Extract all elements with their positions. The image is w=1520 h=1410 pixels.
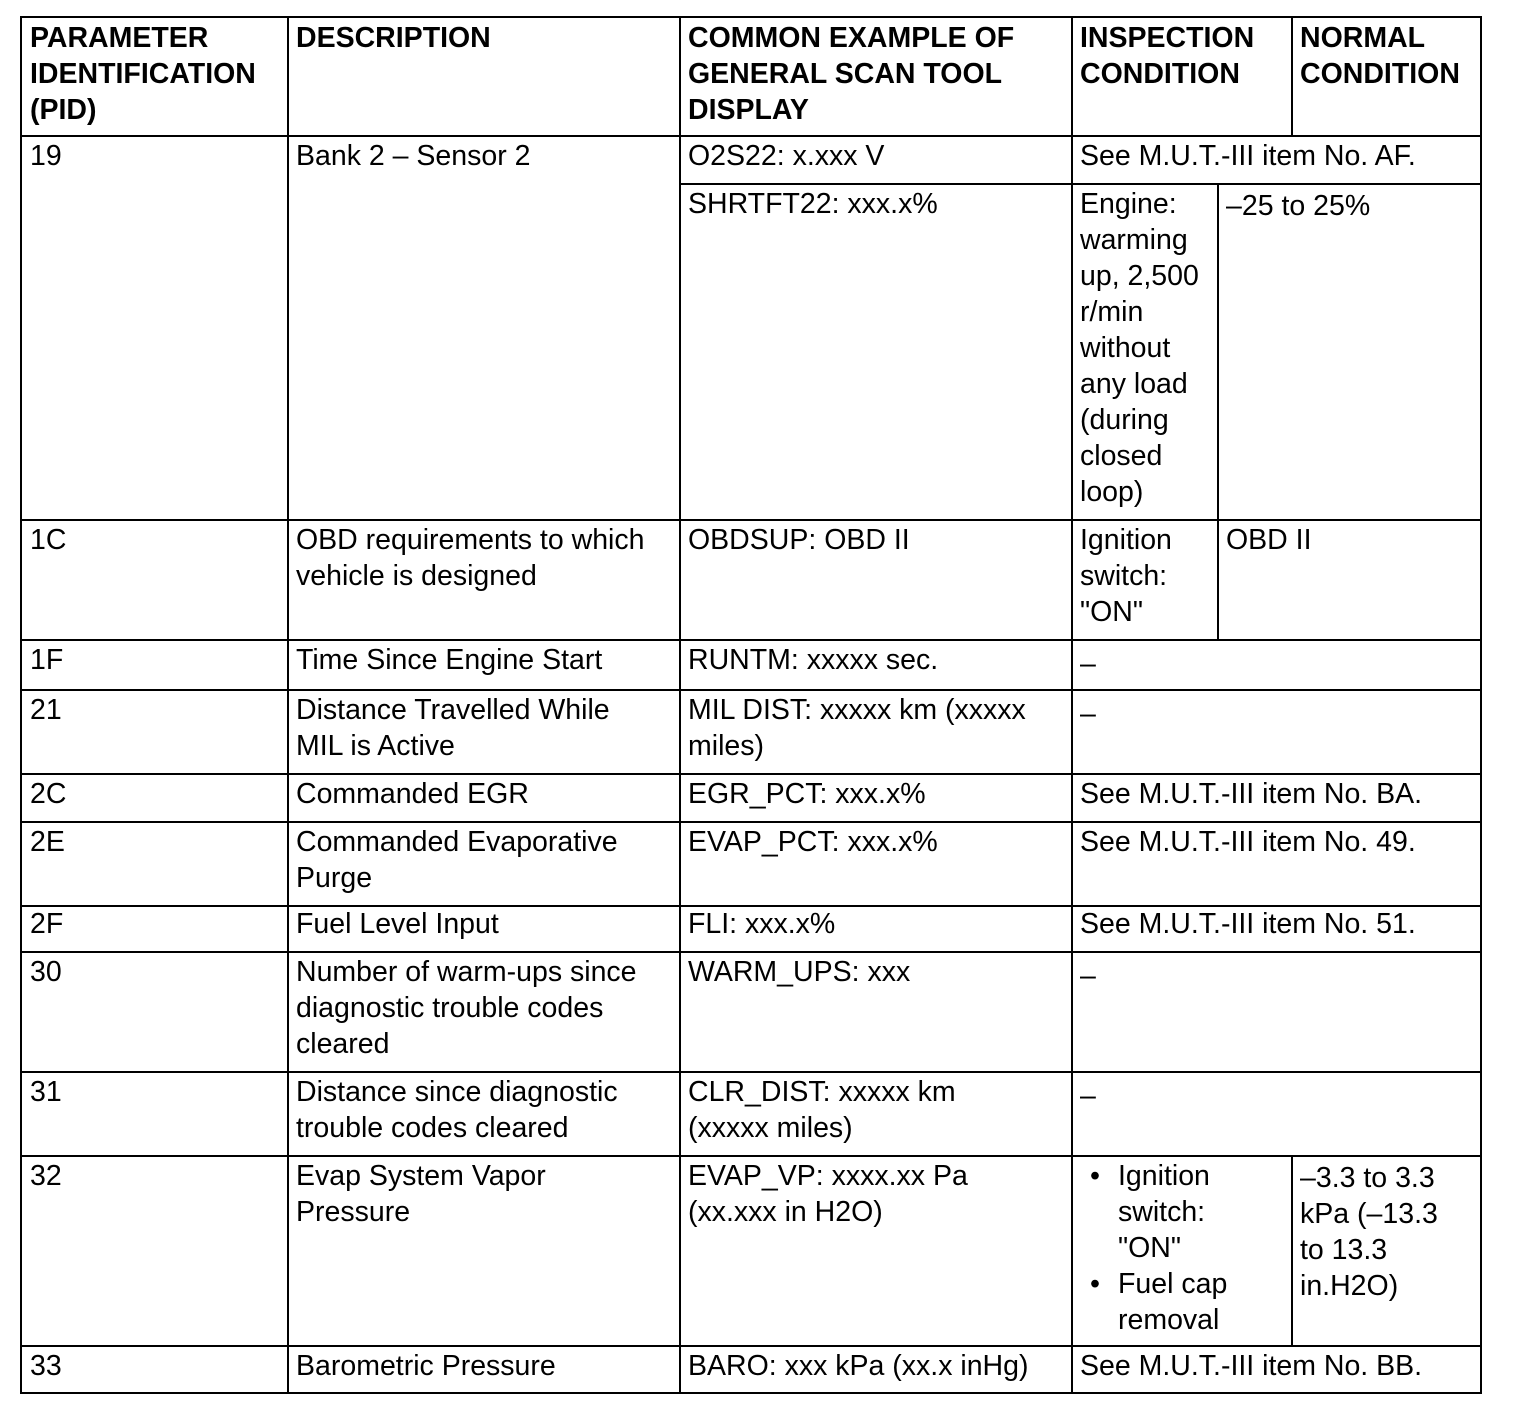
row-1f-pid: 1F <box>30 644 64 676</box>
row-31-condition: – <box>1080 1080 1096 1112</box>
row-19-inspection-shrtft22: Engine: warming up, 2,500 r/min without any load (during closed loop) <box>1080 188 1199 508</box>
row-19-condition-o2s22: See M.U.T.-III item No. AF. <box>1080 140 1416 172</box>
row-30-display: WARM_UPS: xxx <box>688 956 911 988</box>
list-item: • Ignition switch: "ON" <box>1080 1158 1227 1266</box>
row-33-display: BARO: xxx kPa (xx.x inHg) <box>688 1350 1029 1382</box>
row-2f-condition: See M.U.T.-III item No. 51. <box>1080 908 1416 940</box>
row-2e-display: EVAP_PCT: xxx.x% <box>688 826 938 858</box>
row-30-description: Number of warm-ups since diagnostic trouble codes cleared <box>296 956 637 1060</box>
header-pid: PARAMETER IDENTIFICATION (PID) <box>30 22 256 126</box>
row-32-normal: –3.3 to 3.3 kPa (–13.3 to 13.3 in.H2O) <box>1300 1162 1438 1302</box>
row-19-pid: 19 <box>30 140 62 172</box>
list-item: • Fuel cap removal <box>1080 1266 1227 1338</box>
row-31-description: Distance since diagnostic trouble codes cleared <box>296 1076 618 1144</box>
row-2f-display: FLI: xxx.x% <box>688 908 836 940</box>
row-19-display-o2s22: O2S22: x.xxx V <box>688 140 885 172</box>
row-19-display-shrtft22: SHRTFT22: xxx.x% <box>688 188 938 220</box>
row-21-pid: 21 <box>30 694 62 726</box>
row-2c-display: EGR_PCT: xxx.x% <box>688 778 926 810</box>
row-32-display: EVAP_VP: xxxx.xx Pa (xx.xxx in H2O) <box>688 1160 968 1228</box>
row-2e-description: Commanded Evaporative Purge <box>296 826 618 894</box>
header-normal-condition: NORMAL CONDITION <box>1300 22 1460 90</box>
row-2e-condition: See M.U.T.-III item No. 49. <box>1080 826 1416 858</box>
row-1f-condition: – <box>1080 648 1096 680</box>
row-32-inspection-list <box>1080 1158 1227 1338</box>
row-32-inspection <box>1080 1158 1227 1338</box>
header-scan-tool-display: COMMON EXAMPLE OF GENERAL SCAN TOOL DISPLAY <box>688 22 1015 126</box>
row-1c-pid: 1C <box>30 524 67 556</box>
row-2c-description: Commanded EGR <box>296 778 529 810</box>
row-21-description: Distance Travelled While MIL is Active <box>296 694 610 762</box>
row-32-pid: 32 <box>30 1160 62 1192</box>
row-19-normal-shrtft22: –25 to 25% <box>1226 190 1371 222</box>
header-inspection-condition: INSPECTION CONDITION <box>1080 22 1255 90</box>
row-30-pid: 30 <box>30 956 62 988</box>
row-2c-pid: 2C <box>30 778 67 810</box>
header-description: DESCRIPTION <box>296 22 491 54</box>
row-21-display: MIL DIST: xxxxx km (xxxxx miles) <box>688 694 1026 762</box>
row-19-description: Bank 2 – Sensor 2 <box>296 140 531 172</box>
row-1c-display: OBDSUP: OBD II <box>688 524 910 556</box>
row-33-description: Barometric Pressure <box>296 1350 556 1382</box>
row-2f-description: Fuel Level Input <box>296 908 499 940</box>
row-33-pid: 33 <box>30 1350 62 1382</box>
row-21-condition: – <box>1080 698 1096 730</box>
row-2f-pid: 2F <box>30 908 64 940</box>
row-30-condition: – <box>1080 960 1096 992</box>
row-1c-inspection: Ignition switch: "ON" <box>1080 524 1172 628</box>
row-33-condition: See M.U.T.-III item No. BB. <box>1080 1350 1423 1382</box>
row-1c-normal: OBD II <box>1226 524 1312 556</box>
row-1f-display: RUNTM: xxxxx sec. <box>688 644 939 676</box>
row-2e-pid: 2E <box>30 826 65 858</box>
row-31-pid: 31 <box>30 1076 62 1108</box>
row-1f-description: Time Since Engine Start <box>296 644 603 676</box>
row-1c-description: OBD requirements to which vehicle is designed <box>296 524 645 592</box>
row-2c-condition: See M.U.T.-III item No. BA. <box>1080 778 1423 810</box>
row-31-display: CLR_DIST: xxxxx km (xxxxx miles) <box>688 1076 956 1144</box>
row-32-description: Evap System Vapor Pressure <box>296 1160 546 1228</box>
scan-tool-pid-table <box>20 16 1482 1394</box>
